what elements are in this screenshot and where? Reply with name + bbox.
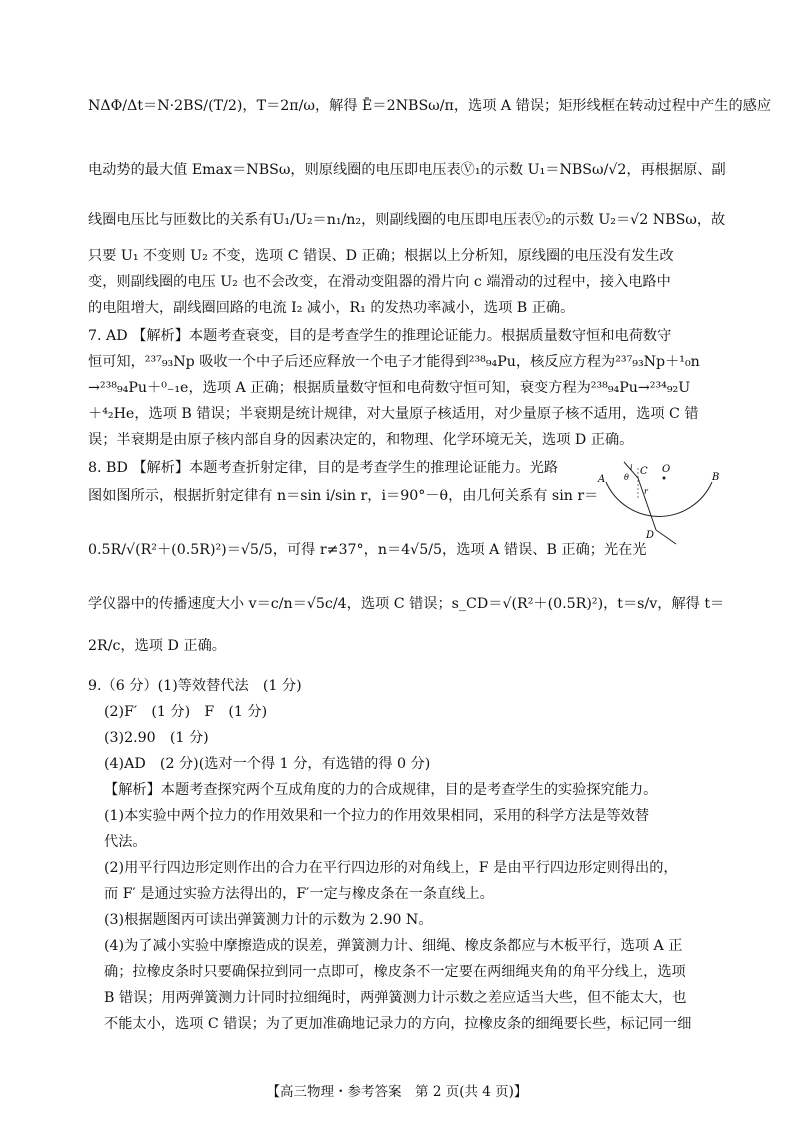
- page-footer: 【高三物理・参考答案 第 2 页(共 4 页)】: [266, 1084, 528, 1100]
- semicircle-arc: [606, 482, 712, 516]
- text-line: 恒可知，²³⁷₉₃Np 吸收一个中子后还应释放一个电子才能得到²³⁸₉₄Pu，核反应方程为²³⁷₉₃Np＋¹₀n: [88, 354, 700, 370]
- label-b: B: [712, 472, 720, 483]
- text-line: 0.5R/√(R²＋(0.5R)²)＝√5/5，可得 r≠37°，n＝4√5/5，选项 A 错误、B 正确；光在光: [88, 542, 647, 558]
- text-line: (4)AD (2 分)(选对一个得 1 分，有选错的得 0 分): [104, 756, 431, 772]
- text-line: B 错误；用两弹簧测力计同时拉细绳时，两弹簧测力计示数之差应适当大些，但不能太大，也: [104, 990, 687, 1006]
- text-line: 线圈电压比与匝数比的关系有U₁/U₂＝n₁/n₂，则副线圈的电压即电压表Ⓥ₂的示数 U₂＝√2 NBSω，故: [88, 212, 726, 228]
- text-line: 误；半衰期是由原子核内部自身的因素决定的，和物理、化学环境无关，选项 D 正确。: [88, 432, 634, 448]
- text-line: 的电阻增大，副线圈回路的电流 I₂ 减小，R₁ 的发热功率减小，选项 B 正确。: [88, 300, 575, 316]
- text-line: 9.（6 分）(1)等效替代法 (1 分): [88, 678, 302, 694]
- center-point: [663, 477, 666, 480]
- text-line: 电动势的最大值 Emax＝NBSω，则原线圈的电压即电压表Ⓥ₁的示数 U₁＝NBSω/√2，再根据原、副: [88, 162, 726, 178]
- label-i: i: [630, 463, 633, 472]
- text-line: (3)根据题图丙可读出弹簧测力计的示数为 2.90 N。: [104, 912, 433, 928]
- label-c: C: [640, 466, 648, 477]
- text-line: (3)2.90 (1 分): [104, 730, 209, 746]
- text-line: 图如图所示，根据折射定律有 n＝sin i/sin r，i＝90°－θ，由几何关系有 sin r＝: [88, 488, 599, 504]
- text-line: (4)为了减小实验中摩擦造成的误差，弹簧测力计、细绳、橡皮条都应与木板平行，选项 A 正: [104, 938, 683, 954]
- text-line: 只要 U₁ 不变则 U₂ 不变，选项 C 错误、D 正确；根据以上分析知，原线圈的电压没有发生改: [88, 248, 674, 264]
- text-line: (1)本实验中两个拉力的作用效果和一个拉力的作用效果相同，采用的科学方法是等效替: [104, 808, 650, 824]
- label-d: D: [646, 530, 655, 541]
- text-line: 变，则副线圈的电压 U₂ 也不会改变，在滑动变阻器的滑片向 c 端滑动的过程中，接入电路中: [88, 274, 671, 290]
- text-line: NΔΦ/Δt＝N·2BS/(T/2)，T＝2π/ω，解得 Ē＝2NBSω/π，选项 A 错误；矩形线框在转动过程中产生的感应: [88, 98, 772, 114]
- text-line: 确；拉橡皮条时只要确保拉到同一点即可，橡皮条不一定要在两细绳夹角的角平分线上，选项: [104, 964, 686, 980]
- label-a: A: [598, 474, 606, 485]
- label-theta: θ: [624, 473, 629, 482]
- label-o: O: [662, 464, 671, 475]
- text-line: ＋⁴₂He，选项 B 错误；半衰期是统计规律，对大量原子核适用，对少量原子核不适用，选项 C 错: [88, 406, 699, 422]
- text-line: 而 F′ 是通过实验方法得出的，F′一定与橡皮条在一条直线上。: [104, 886, 494, 902]
- optics-diagram: [594, 460, 722, 550]
- text-line: 7. AD 【解析】本题考查衰变，目的是考查学生的推理论证能力。根据质量数守恒和电荷数守: [88, 328, 672, 344]
- text-line: 代法。: [104, 834, 147, 850]
- exit-ray: [656, 530, 676, 544]
- refracted-ray: [638, 478, 656, 530]
- text-line: (2)F′ (1 分) F (1 分): [104, 704, 268, 720]
- text-line: 不能太小，选项 C 错误；为了更加准确地记录力的方向，拉橡皮条的细绳要长些，标记同一细: [104, 1016, 692, 1032]
- text-line: 8. BD 【解析】本题考查折射定律，目的是考查学生的推理论证能力。光路: [88, 460, 558, 476]
- text-line: 2R/c，选项 D 正确。: [88, 638, 226, 654]
- text-line: →²³⁸₉₄Pu＋⁰₋₁e，选项 A 正确；根据质量数守恒和电荷数守恒可知，衰变方程为²³⁸₉₄Pu→²³⁴₉₂U: [88, 380, 691, 396]
- text-line: 学仪器中的传播速度大小 v＝c/n＝√5c/4，选项 C 错误；s_CD＝√(R²＋(0.5R)²)，t＝s/v，解得 t＝: [88, 596, 725, 612]
- label-r: r: [644, 487, 648, 496]
- text-line: (2)用平行四边形定则作出的合力在平行四边形的对角线上，F 是由平行四边形定则得出的，: [104, 860, 678, 876]
- text-line: 【解析】本题考查探究两个互成角度的力的合成规律，目的是考查学生的实验探究能力。: [104, 782, 658, 798]
